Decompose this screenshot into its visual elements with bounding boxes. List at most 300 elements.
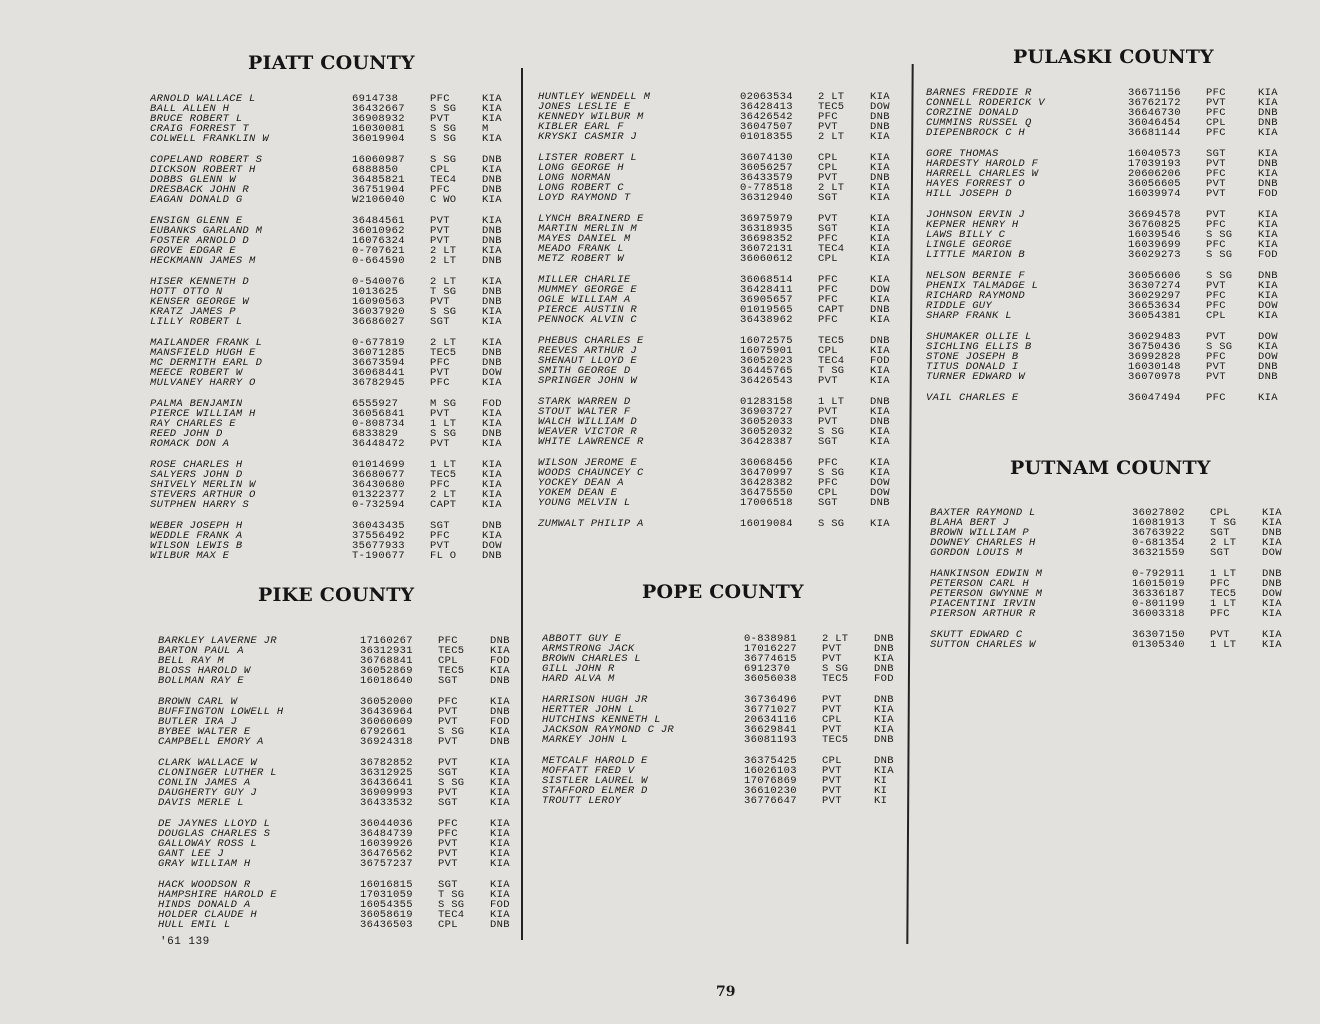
serial-number: 16016815	[360, 879, 413, 891]
pulaski-county-list	[926, 88, 1292, 414]
serial-number: 36068456	[740, 457, 793, 469]
status-code: KIA	[490, 909, 510, 921]
roster-group	[158, 636, 524, 686]
status-code: DNB	[870, 335, 890, 347]
status-code: KIA	[870, 426, 890, 438]
rank: PVT	[430, 438, 450, 450]
soldier-name: WHITE LAWRENCE R	[538, 437, 644, 447]
soldier-name: MANSFIELD HUGH E	[150, 348, 256, 358]
serial-number: 36686027	[352, 316, 405, 328]
serial-number: 36070978	[1128, 371, 1181, 383]
roster-row	[930, 569, 1296, 579]
rank: S SG	[430, 103, 457, 115]
rank: CPL	[822, 714, 842, 726]
soldier-name: SHUMAKER OLLIE L	[926, 332, 1032, 342]
roster-row	[542, 766, 908, 776]
serial-number: 16054355	[360, 899, 413, 911]
rank: PFC	[430, 93, 450, 105]
roster-row	[150, 541, 516, 551]
serial-number: 16039699	[1128, 239, 1181, 251]
rank: M SG	[430, 398, 457, 410]
rank: PVT	[822, 795, 842, 807]
roster-row	[926, 362, 1292, 372]
serial-number: 36054381	[1128, 310, 1181, 322]
soldier-name: VAIL CHARLES E	[926, 393, 1019, 403]
rank: PVT	[822, 775, 842, 787]
soldier-name: PHENIX TALMADGE L	[926, 281, 1039, 291]
status-code: DNB	[874, 734, 894, 746]
soldier-name: PIERCE WILLIAM H	[150, 409, 256, 419]
status-code: DNB	[870, 396, 890, 408]
roster-row	[538, 122, 904, 132]
soldier-name: KRATZ JAMES P	[150, 307, 236, 317]
roster-row	[150, 419, 516, 429]
roster-group	[150, 155, 516, 205]
soldier-name: MARTIN MERLIN M	[538, 224, 638, 234]
soldier-name: CRAIG FORREST T	[150, 124, 250, 134]
rank: TEC4	[818, 355, 845, 367]
soldier-name: KENNEDY WILBUR M	[538, 112, 644, 122]
serial-number: 36060612	[740, 253, 793, 265]
soldier-name: WEBER JOSEPH H	[150, 521, 243, 531]
serial-number: 37556492	[352, 530, 405, 542]
serial-number: 36438962	[740, 314, 793, 326]
roster-row	[538, 193, 904, 203]
rank: PFC	[430, 377, 450, 389]
rank: PFC	[430, 357, 450, 369]
soldier-name: GILL JOHN R	[542, 664, 615, 674]
pike-county-list	[158, 636, 524, 941]
serial-number: 0-801199	[1132, 598, 1185, 610]
roster-row	[542, 786, 908, 796]
roster-row	[926, 291, 1292, 301]
county-title-piatt: PIATT COUNTY	[248, 52, 415, 74]
soldier-name: SPRINGER JOHN W	[538, 376, 638, 386]
status-code: KIA	[870, 406, 890, 418]
status-code: DNB	[1258, 158, 1278, 170]
serial-number: 36432667	[352, 103, 405, 115]
status-code: DNB	[1262, 527, 1282, 539]
rank: CPL	[818, 152, 838, 164]
soldier-name: REED JOHN D	[150, 429, 223, 439]
soldier-name: NELSON BERNIE F	[926, 271, 1026, 281]
rank: TEC5	[438, 645, 465, 657]
soldier-name: MAYES DANIEL M	[538, 234, 631, 244]
roster-row	[542, 776, 908, 786]
roster-row	[150, 175, 516, 185]
status-code: DOW	[870, 487, 890, 499]
rank: PVT	[430, 296, 450, 308]
rank: CPL	[438, 655, 458, 667]
rank: T SG	[818, 365, 845, 377]
soldier-name: DIEPENBROCK C H	[926, 128, 1026, 138]
roster-row	[150, 165, 516, 175]
serial-number: 36074130	[740, 152, 793, 164]
roster-group	[538, 275, 904, 325]
rank: S SG	[822, 663, 849, 675]
status-code: KIA	[490, 889, 510, 901]
soldier-name: SUTPHEN HARRY S	[150, 500, 250, 510]
serial-number: 36068441	[352, 367, 405, 379]
status-code: KIA	[1258, 97, 1278, 109]
roster-group	[150, 94, 516, 144]
rank: PVT	[438, 736, 458, 748]
status-code: KIA	[1262, 517, 1282, 529]
serial-number: 36436964	[360, 706, 413, 718]
county-title-pike: PIKE COUNTY	[258, 584, 415, 606]
soldier-name: BLOSS HAROLD W	[158, 666, 251, 676]
status-code: DNB	[1262, 578, 1282, 590]
soldier-name: BARTON PAUL A	[158, 646, 244, 656]
rank: PVT	[430, 367, 450, 379]
rank: CPL	[818, 487, 838, 499]
serial-number: W2106040	[352, 194, 405, 206]
rank: SGT	[430, 520, 450, 532]
status-code: DNB	[482, 550, 502, 562]
status-code: DNB	[482, 174, 502, 186]
status-code: KIA	[1258, 341, 1278, 353]
soldier-name: HARDESTY HAROLD F	[926, 159, 1039, 169]
roster-row	[538, 346, 904, 356]
soldier-name: HAMPSHIRE HAROLD E	[158, 890, 277, 900]
soldier-name: MAILANDER FRANK L	[150, 338, 263, 348]
status-code: KIA	[1258, 127, 1278, 139]
roster-row	[158, 636, 524, 646]
serial-number: 36426542	[740, 111, 793, 123]
status-code: DNB	[874, 755, 894, 767]
roster-row	[926, 250, 1292, 260]
serial-number: 36052023	[740, 355, 793, 367]
status-code: KIA	[490, 777, 510, 789]
status-code: KIA	[490, 757, 510, 769]
serial-number: 16075901	[740, 345, 793, 357]
rank: PFC	[1210, 578, 1230, 590]
serial-number: 36312940	[740, 192, 793, 204]
soldier-name: PIERSON ARTHUR R	[930, 609, 1036, 619]
roster-group	[150, 338, 516, 388]
serial-number: 01305340	[1132, 639, 1185, 651]
roster-row	[158, 819, 524, 829]
serial-number: 36629841	[744, 724, 797, 736]
rank: 2 LT	[430, 255, 457, 267]
soldier-name: DAUGHERTY GUY J	[158, 788, 258, 798]
soldier-name: WILSON LEWIS B	[150, 541, 243, 551]
serial-number: 36321559	[1132, 547, 1185, 559]
roster-row	[926, 98, 1292, 108]
soldier-name: YOUNG MELVIN L	[538, 498, 631, 508]
serial-number: 36484739	[360, 828, 413, 840]
roster-row	[158, 656, 524, 666]
soldier-name: HARRISON HUGH JR	[542, 695, 648, 705]
rank: PFC	[1206, 239, 1226, 251]
rank: PFC	[430, 479, 450, 491]
rank: PVT	[1206, 361, 1226, 373]
rank: PFC	[1206, 127, 1226, 139]
status-code: DNB	[874, 663, 894, 675]
soldier-name: GORE THOMAS	[926, 149, 999, 159]
serial-number: 36924318	[360, 736, 413, 748]
status-code: DNB	[482, 286, 502, 298]
serial-number: 36428387	[740, 436, 793, 448]
roster-row	[538, 376, 904, 386]
rank: PVT	[1210, 629, 1230, 641]
soldier-name: OGLE WILLIAM A	[538, 295, 631, 305]
status-code: KIA	[1258, 310, 1278, 322]
serial-number: 36428413	[740, 101, 793, 113]
roster-row	[158, 758, 524, 768]
serial-number: 36056038	[744, 673, 797, 685]
soldier-name: GRAY WILLIAM H	[158, 859, 251, 869]
roster-row	[158, 900, 524, 910]
roster-row	[926, 159, 1292, 169]
status-code: KIA	[874, 653, 894, 665]
soldier-name: GANT LEE J	[158, 849, 225, 859]
roster-row	[538, 488, 904, 498]
soldier-name: KEPNER HENRY H	[926, 220, 1019, 230]
status-code: KIA	[870, 294, 890, 306]
soldier-name: LITTLE MARION B	[926, 250, 1026, 260]
status-code: DNB	[874, 643, 894, 655]
serial-number: 36448472	[352, 438, 405, 450]
roster-row	[538, 315, 904, 325]
soldier-name: MARKEY JOHN L	[542, 735, 628, 745]
soldier-name: BALL ALLEN H	[150, 104, 230, 114]
rank: PVT	[438, 838, 458, 850]
soldier-name: CAMPBELL EMORY A	[158, 737, 264, 747]
serial-number: 17031059	[360, 889, 413, 901]
rank: FL O	[430, 550, 457, 562]
roster-row	[158, 829, 524, 839]
soldier-name: PETERSON CARL H	[930, 579, 1030, 589]
serial-number: 36903727	[740, 406, 793, 418]
serial-number: 36312931	[360, 645, 413, 657]
rank: PVT	[1206, 209, 1226, 221]
soldier-name: BAXTER RAYMOND L	[930, 508, 1036, 518]
soldier-name: PIERCE AUSTIN R	[538, 305, 638, 315]
soldier-name: LYNCH BRAINERD E	[538, 214, 644, 224]
soldier-name: TURNER EDWARD W	[926, 372, 1026, 382]
status-code: KIA	[1258, 209, 1278, 221]
rank: S SG	[430, 428, 457, 440]
roster-row	[150, 236, 516, 246]
status-code: KIA	[482, 489, 502, 501]
status-code: KI	[874, 775, 888, 787]
page-number: 79	[716, 984, 736, 1000]
soldier-name: PIACENTINI IRVIN	[930, 599, 1036, 609]
rank: PVT	[822, 694, 842, 706]
rank: 2 LT	[1210, 537, 1237, 549]
serial-number: 36909993	[360, 787, 413, 799]
status-code: DOW	[870, 101, 890, 113]
serial-number: 0-677819	[352, 337, 405, 349]
roster-row	[150, 216, 516, 226]
status-code: DNB	[482, 235, 502, 247]
soldier-name: HINDS DONALD A	[158, 900, 251, 910]
soldier-name: HAYES FORREST O	[926, 179, 1026, 189]
status-code: KIA	[870, 243, 890, 255]
serial-number: 0-732594	[352, 499, 405, 511]
roster-row	[930, 640, 1296, 650]
rank: PVT	[430, 408, 450, 420]
soldier-name: CONNELL RODERICK V	[926, 98, 1045, 108]
soldier-name: WILBUR MAX E	[150, 551, 230, 561]
serial-number: 16076324	[352, 235, 405, 247]
rank: SGT	[818, 192, 838, 204]
roster-row	[538, 336, 904, 346]
soldier-name: CUMMINS RUSSEL Q	[926, 118, 1032, 128]
serial-number: 36905657	[740, 294, 793, 306]
roster-row	[158, 798, 524, 808]
roster-row	[158, 768, 524, 778]
soldier-name: BARKLEY LAVERNE JR	[158, 636, 277, 646]
roster-group	[150, 521, 516, 561]
soldier-name: HOLDER CLAUDE H	[158, 910, 258, 920]
soldier-name: SISTLER LAUREL W	[542, 776, 648, 786]
soldier-name: YOCKEY DEAN A	[538, 478, 624, 488]
rank: CPL	[818, 345, 838, 357]
soldier-name: HUNTLEY WENDELL M	[538, 92, 651, 102]
roster-row	[150, 409, 516, 419]
serial-number: 01019565	[740, 304, 793, 316]
serial-number: 36307150	[1132, 629, 1185, 641]
soldier-name: YOKEM DEAN E	[538, 488, 618, 498]
roster-row	[150, 134, 516, 144]
roster-row	[150, 104, 516, 114]
status-code: DOW	[1262, 547, 1282, 559]
roster-row	[158, 910, 524, 920]
rank: PVT	[818, 213, 838, 225]
rank: PVT	[438, 787, 458, 799]
roster-row	[150, 531, 516, 541]
soldier-name: SALYERS JOHN D	[150, 470, 243, 480]
roster-row	[150, 429, 516, 439]
roster-row	[538, 224, 904, 234]
status-code: DNB	[870, 304, 890, 316]
status-code: KIA	[870, 274, 890, 286]
status-code: KIA	[870, 213, 890, 225]
status-code: DNB	[1258, 270, 1278, 282]
serial-number: 16090563	[352, 296, 405, 308]
serial-number: 36776647	[744, 795, 797, 807]
soldier-name: PHEBUS CHARLES E	[538, 336, 644, 346]
roster-group	[930, 508, 1296, 558]
roster-group	[158, 819, 524, 869]
status-code: KIA	[490, 797, 510, 809]
soldier-name: HOTT OTTO N	[150, 287, 223, 297]
status-code: KIA	[870, 365, 890, 377]
rank: TEC5	[430, 347, 457, 359]
status-code: DNB	[482, 357, 502, 369]
serial-number: 17016227	[744, 643, 797, 655]
soldier-name: COPELAND ROBERT S	[150, 155, 263, 165]
rank: PVT	[822, 653, 842, 665]
rank: PFC	[430, 184, 450, 196]
status-code: KIA	[870, 345, 890, 357]
roster-group	[542, 756, 908, 806]
serial-number: 36750436	[1128, 341, 1181, 353]
rank: PVT	[818, 416, 838, 428]
rank: PFC	[818, 457, 838, 469]
rank: PFC	[818, 294, 838, 306]
roster-row	[158, 697, 524, 707]
roster-group	[930, 569, 1296, 619]
roster-group	[926, 210, 1292, 260]
roster-row	[930, 548, 1296, 558]
soldier-name: LINGLE GEORGE	[926, 240, 1012, 250]
status-code: KIA	[490, 665, 510, 677]
roster-row	[538, 112, 904, 122]
roster-row	[150, 155, 516, 165]
serial-number: 36029483	[1128, 331, 1181, 343]
soldier-name: MOFFATT FRED V	[542, 766, 635, 776]
serial-number: 36757237	[360, 858, 413, 870]
roster-row	[926, 88, 1292, 98]
serial-number: 36433579	[740, 172, 793, 184]
serial-number: 36072131	[740, 243, 793, 255]
status-code: KIA	[482, 479, 502, 491]
serial-number: 36027802	[1132, 507, 1185, 519]
serial-number: 36484561	[352, 215, 405, 227]
rank: S SG	[818, 426, 845, 438]
roster-group	[538, 153, 904, 203]
status-code: KIA	[482, 103, 502, 115]
soldier-name: DRESBACK JOHN R	[150, 185, 250, 195]
roster-row	[926, 118, 1292, 128]
roster-row	[542, 735, 908, 745]
rank: PVT	[1206, 188, 1226, 200]
status-code: DNB	[490, 675, 510, 687]
roster-row	[150, 521, 516, 531]
status-code: DOW	[1258, 351, 1278, 363]
serial-number: 20634116	[744, 714, 797, 726]
soldier-name: JACKSON RAYMOND C JR	[542, 725, 675, 735]
soldier-name: BROWN WILLIAM P	[930, 528, 1030, 538]
roster-row	[926, 342, 1292, 352]
status-code: KIA	[490, 879, 510, 891]
status-code: KI	[874, 785, 888, 797]
rank: 2 LT	[430, 245, 457, 257]
roster-row	[150, 480, 516, 490]
roster-row	[150, 226, 516, 236]
status-code: KIA	[1258, 148, 1278, 160]
rank: PVT	[430, 215, 450, 227]
rank: PVT	[438, 757, 458, 769]
rank: CPL	[818, 253, 838, 265]
rank: PVT	[430, 113, 450, 125]
roster-row	[930, 579, 1296, 589]
soldier-name: KENSER GEORGE W	[150, 297, 250, 307]
rank: SGT	[818, 223, 838, 235]
roster-group	[926, 332, 1292, 382]
soldier-name: TITUS DONALD I	[926, 362, 1019, 372]
soldier-name: STARK WARREN D	[538, 397, 631, 407]
rank: 1 LT	[1210, 639, 1237, 651]
rank: TEC5	[822, 673, 849, 685]
rank: S SG	[430, 154, 457, 166]
serial-number: 36056606	[1128, 270, 1181, 282]
status-code: KIA	[870, 182, 890, 194]
status-code: KIA	[482, 530, 502, 542]
serial-number: 17039193	[1128, 158, 1181, 170]
roster-row	[930, 599, 1296, 609]
roster-row	[538, 132, 904, 142]
status-code: DNB	[490, 635, 510, 647]
status-code: KIA	[482, 113, 502, 125]
roster-row	[150, 124, 516, 134]
roster-row	[926, 230, 1292, 240]
serial-number: 0-681354	[1132, 537, 1185, 549]
rank: PFC	[438, 828, 458, 840]
